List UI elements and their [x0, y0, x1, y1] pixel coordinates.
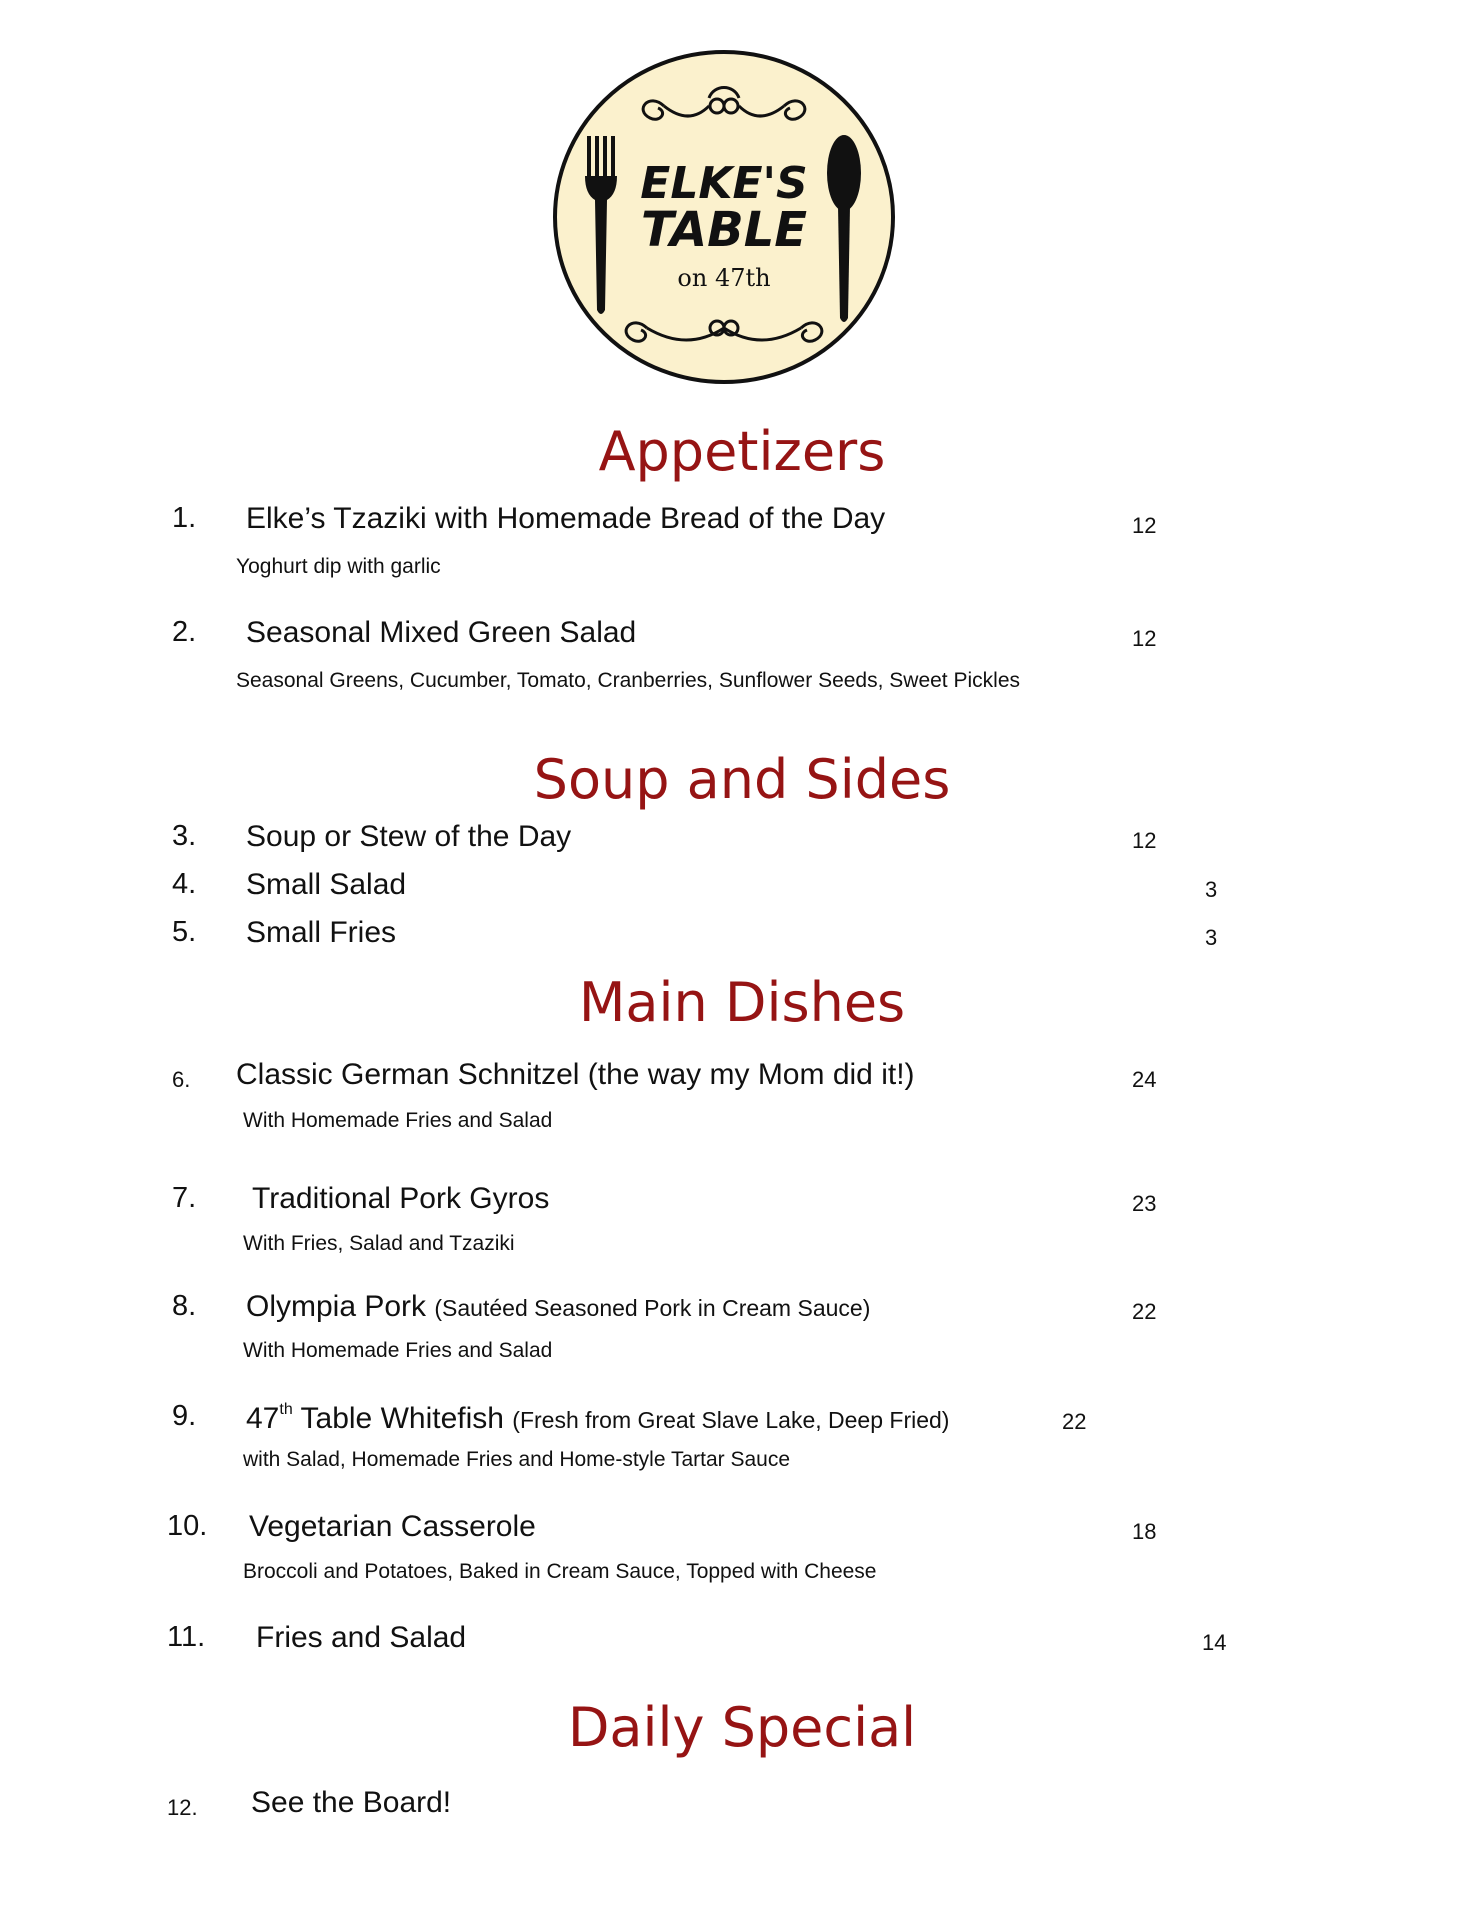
item-price: 18: [1132, 1519, 1157, 1544]
item-name: Small Fries: [246, 916, 397, 949]
restaurant-logo: [549, 46, 899, 388]
item-note: (Fresh from Great Slave Lake, Deep Fried): [512, 1407, 950, 1433]
item-name: Olympia Pork (Sautéed Seasoned Pork in Cream Sauce): [246, 1290, 871, 1323]
section-heading-appetizers: Appetizers: [598, 420, 886, 483]
item-note: (Sautéed Seasoned Pork in Cream Sauce): [434, 1295, 871, 1321]
item-name: Soup or Stew of the Day: [246, 820, 572, 853]
item-number: 7.: [172, 1182, 197, 1214]
item-number: 10.: [167, 1510, 208, 1542]
section-heading-daily-special: Daily Special: [567, 1696, 917, 1759]
item-number: 3.: [172, 820, 197, 852]
logo-line-1: ELKE'S: [640, 158, 808, 209]
item-price: 3: [1205, 877, 1218, 902]
item-price: 3: [1205, 925, 1218, 950]
logo-line-3: on 47th: [677, 264, 771, 292]
item-name: Classic German Schnitzel (the way my Mom did it!): [236, 1058, 915, 1091]
item-price: 22: [1062, 1409, 1087, 1434]
item-name: Elke’s Tzaziki with Homemade Bread of the Day: [246, 502, 886, 535]
item-name: Traditional Pork Gyros: [252, 1182, 550, 1215]
item-number: 1.: [172, 502, 197, 534]
item-name: Seasonal Mixed Green Salad: [246, 616, 637, 649]
item-number: 5.: [172, 916, 197, 948]
item-number: 12.: [167, 1795, 198, 1820]
item-description: with Salad, Homemade Fries and Home-style Tartar Sauce: [243, 1448, 791, 1471]
item-name: Small Salad: [246, 868, 407, 901]
item-number: 8.: [172, 1290, 197, 1322]
item-description: Broccoli and Potatoes, Baked in Cream Sauce, Topped with Cheese: [243, 1560, 877, 1583]
item-name: 47th Table Whitefish (Fresh from Great Slave Lake, Deep Fried): [246, 1401, 950, 1435]
item-description: Seasonal Greens, Cucumber, Tomato, Cranberries, Sunflower Seeds, Sweet Pickles: [236, 669, 1020, 692]
item-number: 6.: [172, 1067, 191, 1092]
item-price: 24: [1132, 1067, 1157, 1092]
item-name: Vegetarian Casserole: [249, 1510, 536, 1543]
item-price: 23: [1132, 1191, 1157, 1216]
item-number: 11.: [167, 1621, 206, 1653]
item-price: 12: [1132, 626, 1157, 651]
item-price: 12: [1132, 513, 1157, 538]
item-price: 22: [1132, 1299, 1157, 1324]
item-number: 4.: [172, 868, 197, 900]
item-number: 2.: [172, 616, 197, 648]
logo-line-2: TABLE: [640, 202, 808, 258]
item-description: With Homemade Fries and Salad: [243, 1339, 553, 1362]
item-description: With Homemade Fries and Salad: [243, 1109, 553, 1132]
item-price: 14: [1202, 1630, 1227, 1655]
item-number: 9.: [172, 1400, 197, 1432]
item-description: With Fries, Salad and Tzaziki: [243, 1232, 515, 1255]
item-price: 12: [1132, 828, 1157, 853]
item-name: See the Board!: [251, 1786, 452, 1819]
item-description: Yoghurt dip with garlic: [236, 555, 441, 578]
section-heading-soup-sides: Soup and Sides: [533, 748, 951, 811]
section-heading-main-dishes: Main Dishes: [578, 971, 906, 1034]
item-name: Fries and Salad: [256, 1621, 467, 1654]
